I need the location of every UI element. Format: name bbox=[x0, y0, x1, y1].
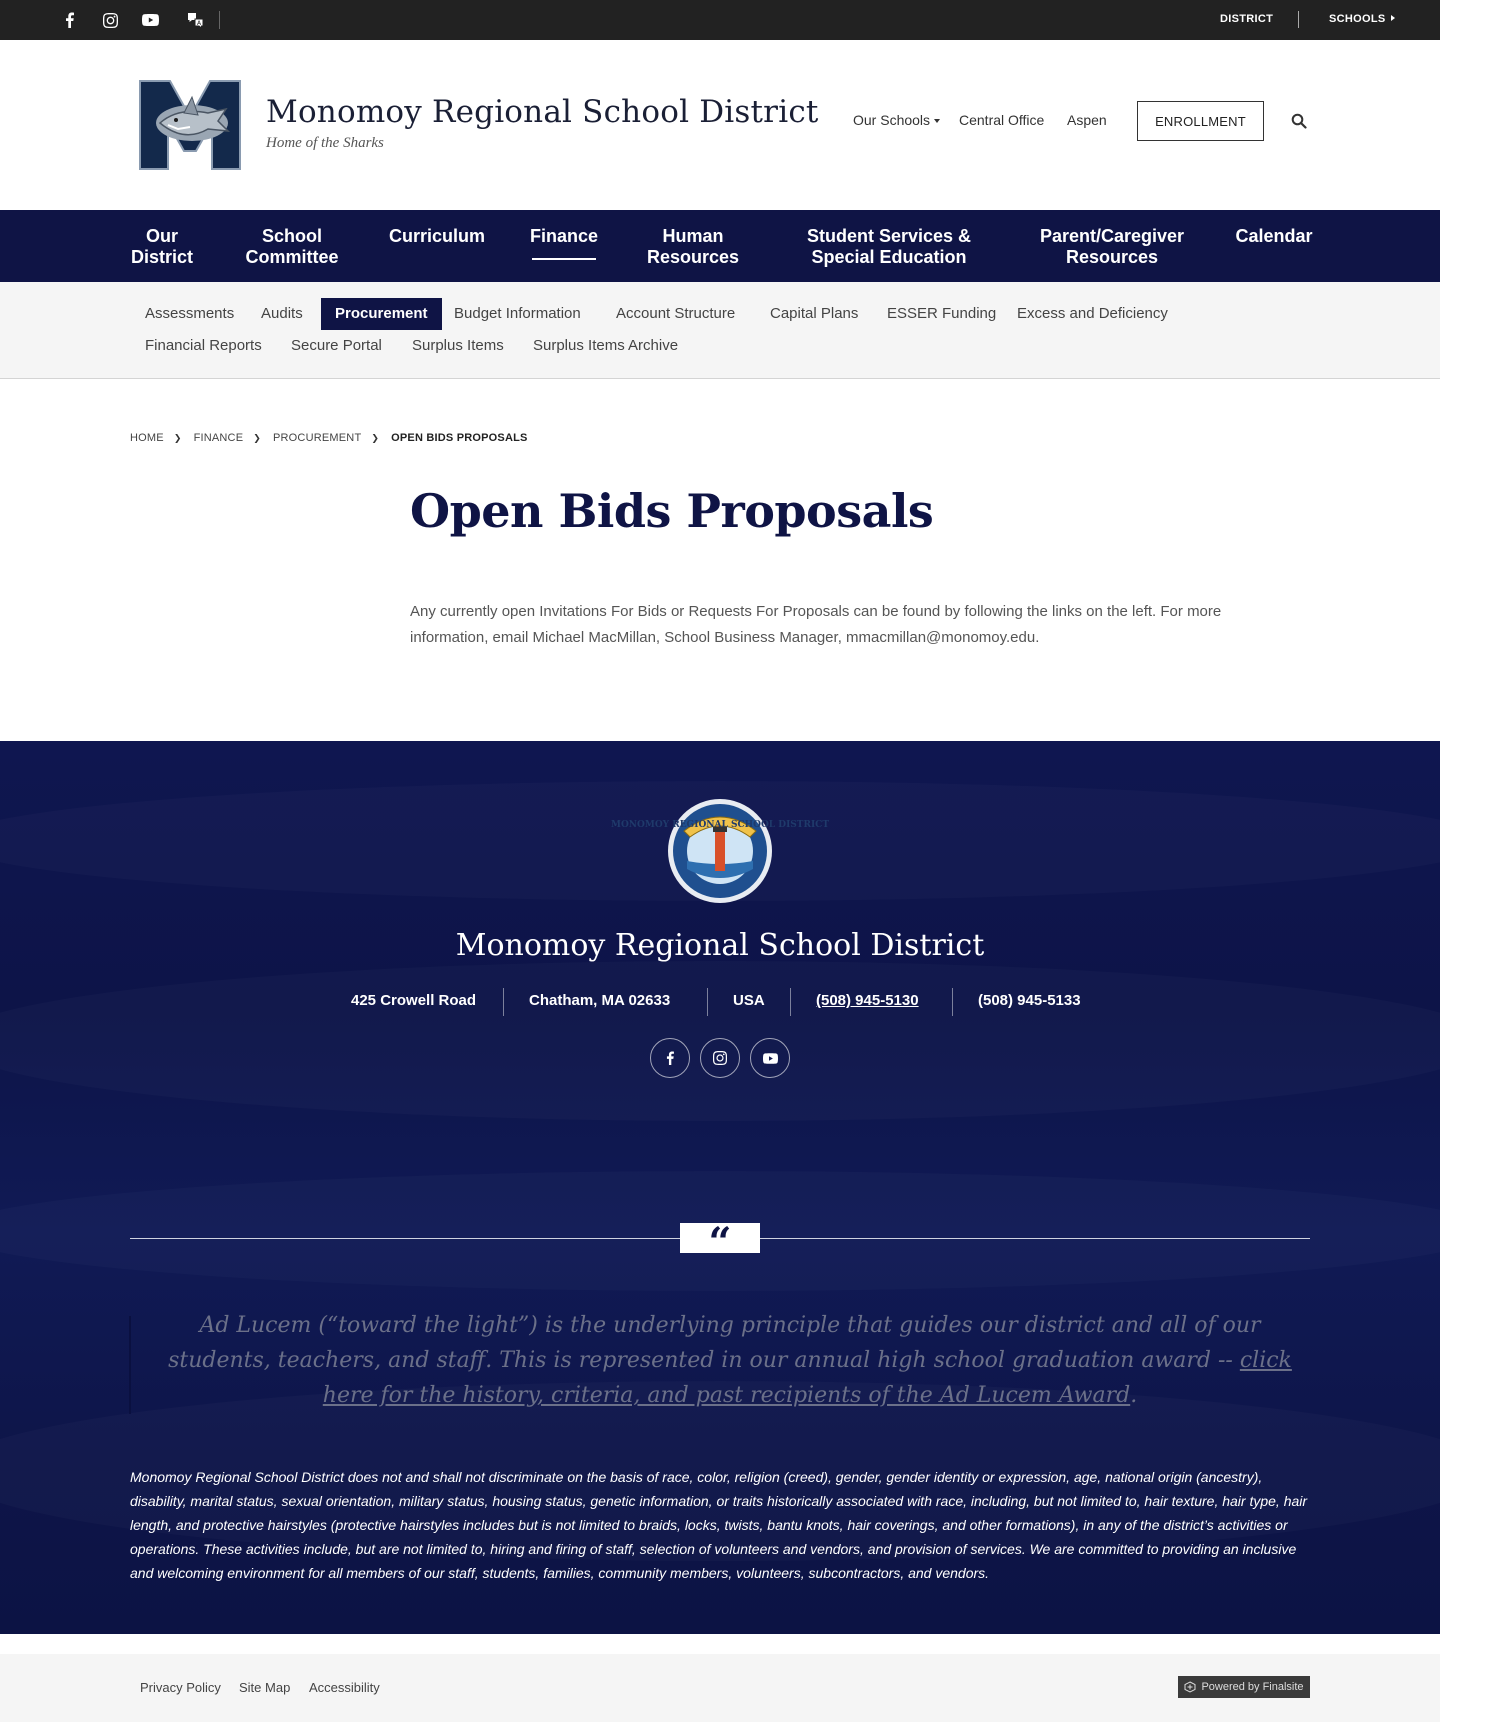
breadcrumb-home[interactable]: HOME bbox=[130, 432, 164, 444]
district-link[interactable]: DISTRICT bbox=[1220, 13, 1274, 25]
quote-text: Ad Lucem (“toward the light”) is the underlying principle that guides our district and all of our students, teachers, and staff. This is represented in our annual high school graduation award -- bbox=[168, 1313, 1261, 1373]
quote-mark-icon bbox=[680, 1219, 760, 1266]
nav-label: Committee bbox=[245, 247, 339, 267]
lighthouse-seal-icon[interactable] bbox=[610, 797, 830, 905]
subnav-surplus-items[interactable]: Surplus Items bbox=[412, 337, 504, 354]
nav-human-resources[interactable] bbox=[634, 226, 752, 268]
chevron-right-icon: ❯ bbox=[371, 432, 380, 443]
subnav-secure-portal[interactable]: Secure Portal bbox=[291, 337, 382, 354]
nondiscrimination-statement: Monomoy Regional School District does not and shall not discriminate on the basis of race, color, religion (creed), gender, gender identity or expression, age, national origin (ancestry), disability, marital status, sexual orientation, military status, housing status, genetic information, or traits historically associated with race, including, but not limited to, hair texture, hair type, hair length, and protective hairstyles (protective hairstyles includes but is not limited to braids, locks, twists, bantu knots, hair coverings, and other formations), in any of the district’s activities or operations. These activities include, but are not limited to, hiring and firing of staff, selection of volunteers and vendors, and provision of services. We are committed to providing an inclusive and welcoming environment for all members of our staff, students, families, community members, volunteers, subcontractors, and vendors. bbox=[130, 1469, 1308, 1581]
quote-divider-right bbox=[760, 1238, 1310, 1239]
breadcrumb-current: OPEN BIDS PROPOSALS bbox=[391, 432, 528, 444]
nav-label: District bbox=[130, 247, 193, 267]
schools-dropdown[interactable] bbox=[1329, 13, 1395, 25]
nav-label: Resources bbox=[646, 247, 740, 267]
site-tagline: Home of the Sharks bbox=[266, 135, 384, 151]
subnav-assessments[interactable]: Assessments bbox=[145, 305, 235, 322]
seal-text: MONOMOY REGIONAL SCHOOL DISTRICT bbox=[610, 820, 830, 830]
subnav-financial-reports[interactable]: Financial Reports bbox=[145, 337, 262, 354]
our-schools-dropdown[interactable] bbox=[853, 112, 940, 128]
nav-school-committee[interactable] bbox=[230, 226, 354, 268]
aspen-link[interactable]: Aspen bbox=[1067, 112, 1107, 128]
nav-label: School bbox=[261, 226, 322, 246]
ad-lucem-award-link[interactable]: click here for the history, criteria, and past recipients of the Ad Lucem Award bbox=[322, 1348, 1292, 1408]
nav-calendar[interactable] bbox=[1228, 226, 1320, 247]
enrollment-button[interactable]: ENROLLMENT bbox=[1137, 101, 1264, 141]
central-office-link[interactable]: Central Office bbox=[959, 112, 1045, 128]
footer-info-divider bbox=[707, 988, 708, 1016]
footer-phone-link[interactable]: (508) 945-5130 bbox=[816, 992, 919, 1009]
nav-label: Human bbox=[662, 226, 724, 246]
subnav-esser-funding[interactable]: ESSER Funding bbox=[887, 305, 997, 322]
caret-down-icon bbox=[934, 119, 940, 123]
nav-label: Special Education bbox=[811, 247, 967, 267]
footer-texture bbox=[0, 961, 1490, 1121]
instagram-icon[interactable] bbox=[99, 10, 121, 30]
subnav-audits[interactable]: Audits bbox=[261, 305, 303, 322]
our-schools-label: Our Schools bbox=[853, 112, 931, 128]
translate-icon[interactable] bbox=[184, 10, 206, 30]
section-subnav bbox=[0, 282, 1440, 379]
quote-divider-left bbox=[130, 1238, 680, 1239]
site-map-link[interactable]: Site Map bbox=[239, 1680, 291, 1695]
svg-text:A: A bbox=[196, 19, 201, 27]
footer-address: 425 Crowell Road bbox=[351, 992, 477, 1009]
chevron-right-icon: ❯ bbox=[173, 432, 182, 443]
subnav-surplus-items-archive[interactable]: Surplus Items Archive bbox=[533, 337, 679, 354]
ad-lucem-quote bbox=[150, 1308, 1310, 1413]
caret-right-icon bbox=[1391, 15, 1395, 21]
page-intro: Any currently open Invitations For Bids or Requests For Proposals can be found by following the links on the left. For more information, email Michael MacMillan, School Business Manager, mmacmillan@monomoy.edu. bbox=[410, 603, 1222, 646]
main-nav bbox=[0, 210, 1440, 282]
footer-facebook-icon[interactable] bbox=[650, 1038, 690, 1078]
footer-info-divider bbox=[503, 988, 504, 1016]
nav-label: Finance bbox=[529, 226, 599, 246]
subnav-procurement[interactable]: Procurement bbox=[321, 298, 442, 330]
site-title: Monomoy Regional School District bbox=[266, 94, 819, 130]
nav-student-services[interactable] bbox=[798, 226, 980, 268]
breadcrumb-procurement[interactable]: PROCUREMENT bbox=[273, 432, 362, 444]
youtube-icon[interactable] bbox=[139, 10, 161, 30]
breadcrumb bbox=[130, 432, 528, 444]
footer-info-divider bbox=[790, 988, 791, 1016]
facebook-icon[interactable] bbox=[58, 10, 80, 30]
nav-label: Student Services & bbox=[806, 226, 972, 246]
powered-by-finalsite-badge[interactable] bbox=[1178, 1676, 1310, 1698]
powered-by-label: Powered by Finalsite bbox=[1201, 1681, 1304, 1693]
quote-border bbox=[129, 1316, 131, 1414]
utility-divider-right bbox=[1298, 11, 1299, 28]
nav-label: Curriculum bbox=[388, 226, 485, 246]
footer-country: USA bbox=[733, 992, 765, 1009]
privacy-policy-link[interactable]: Privacy Policy bbox=[140, 1680, 221, 1695]
nav-curriculum[interactable] bbox=[382, 226, 492, 247]
nav-our-district[interactable] bbox=[116, 226, 208, 268]
subnav-account-structure[interactable]: Account Structure bbox=[616, 305, 736, 322]
quote-mark: “ bbox=[708, 1219, 732, 1266]
footer-youtube-icon[interactable] bbox=[750, 1038, 790, 1078]
nav-parent-caregiver[interactable] bbox=[1022, 226, 1202, 268]
nav-label: Calendar bbox=[1235, 226, 1313, 246]
finalsite-icon bbox=[1184, 1681, 1196, 1693]
nav-active-indicator bbox=[532, 258, 596, 260]
subnav-excess-deficiency[interactable]: Excess and Deficiency bbox=[1017, 305, 1168, 322]
nav-label: Resources bbox=[1065, 247, 1159, 267]
nav-finance[interactable] bbox=[520, 226, 608, 247]
accessibility-link[interactable]: Accessibility bbox=[309, 1680, 380, 1695]
footer-instagram-icon[interactable] bbox=[700, 1038, 740, 1078]
subnav-capital-plans[interactable]: Capital Plans bbox=[770, 305, 859, 322]
page-title: Open Bids Proposals bbox=[410, 484, 934, 538]
subnav-budget-information[interactable]: Budget Information bbox=[454, 305, 581, 322]
schools-label: SCHOOLS bbox=[1329, 13, 1386, 25]
utility-divider bbox=[219, 11, 220, 29]
shark-logo[interactable] bbox=[138, 79, 242, 171]
footer-fax: (508) 945-5133 bbox=[978, 992, 1081, 1009]
footer-city: Chatham, MA 02633 bbox=[529, 992, 671, 1009]
footer-info-divider bbox=[952, 988, 953, 1016]
breadcrumb-finance[interactable]: FINANCE bbox=[193, 432, 244, 444]
nav-label: Parent/Caregiver bbox=[1039, 226, 1185, 246]
footer-title: Monomoy Regional School District bbox=[455, 928, 985, 963]
quote-end: . bbox=[1130, 1383, 1138, 1408]
search-icon[interactable] bbox=[1291, 113, 1309, 131]
chevron-right-icon: ❯ bbox=[253, 432, 261, 443]
utility-bar bbox=[0, 0, 1440, 40]
nav-label: Our bbox=[145, 226, 178, 246]
